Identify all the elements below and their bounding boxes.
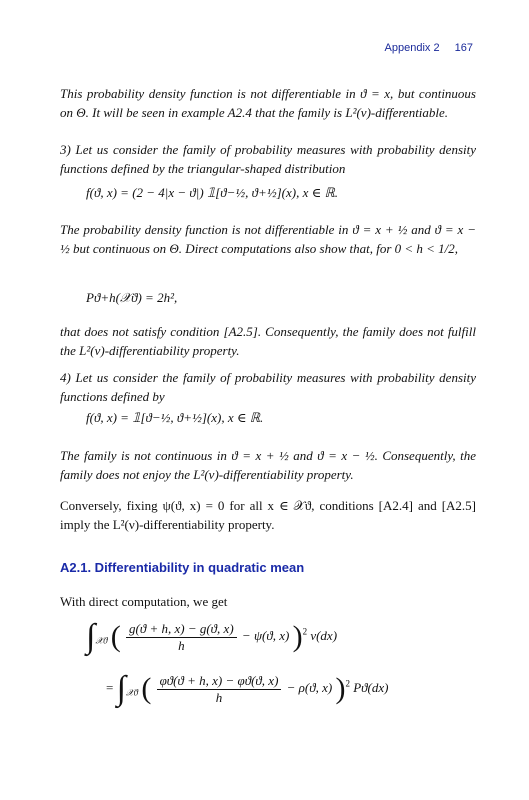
eq5-measure: Pϑ(dx) bbox=[353, 679, 389, 695]
eq5-exponent: 2 bbox=[345, 678, 350, 689]
equation-1: f(ϑ, x) = (2 − 4|x − ϑ|) 𝟙[ϑ−½, ϑ+½](x), x ∈ ℝ. bbox=[86, 185, 339, 200]
paragraph-3: The probability density function is not differentiable in ϑ = x + ½ and ϑ = x − ½ but continuous on Θ. Direct computations also show that, for 0 < h < 1/2, bbox=[60, 222, 476, 256]
paragraph-6: The family is not continuous in ϑ = x + ½ and ϑ = x − ½. Consequently, the family does not enjoy the L²(ν)-differentiability property. bbox=[60, 448, 476, 482]
eq5-tail: − ρ(ϑ, x) bbox=[286, 679, 333, 695]
equation-4: $\int_{𝒳ϑ}$ ( $\frac{g(ϑ + h, x) - g(ϑ, x)}{h}$ − ψ(ϑ, x) )$^2$ ν(dx) bbox=[86, 618, 338, 655]
section-title: A2.1. Differentiability in quadratic mean bbox=[60, 560, 305, 575]
header-section: Appendix 2 bbox=[384, 42, 440, 54]
equation-2: Pϑ+h(𝒳ϑ) = 2h², bbox=[86, 290, 178, 305]
eq4-numerator: g(ϑ + h, x) − g(ϑ, x) bbox=[126, 621, 237, 638]
running-header bbox=[385, 42, 473, 54]
equation-3: f(ϑ, x) = 𝟙[ϑ−½, ϑ+½](x), x ∈ ℝ. bbox=[86, 410, 264, 425]
eq5-domain: 𝒳ϑ bbox=[125, 687, 139, 698]
paragraph-1: This probability density function is not differentiable in ϑ = x, but continuous on Θ. It will be seen in example A2.4 that the family is L²(ν)-differentiable. bbox=[60, 86, 476, 120]
eq4-measure: ν(dx) bbox=[310, 627, 338, 643]
eq5-numerator: φϑ(ϑ + h, x) − φϑ(ϑ, x) bbox=[157, 673, 282, 690]
paragraph-2: 3) Let us consider the family of probability measures with probability density functions defined by the triangular-shaped distribution bbox=[60, 142, 476, 176]
page-number: 167 bbox=[454, 42, 473, 54]
paragraph-8: With direct computation, we get bbox=[60, 594, 228, 609]
eq4-tail: − ψ(ϑ, x) bbox=[241, 627, 290, 643]
eq4-exponent: 2 bbox=[302, 626, 308, 637]
paragraph-7: Conversely, fixing ψ(ϑ, x) = 0 for all x ∈ 𝒳ϑ, conditions [A2.4] and [A2.5] imply the L²(ν)-differentiability property. bbox=[60, 498, 476, 532]
paragraph-4: that does not satisfy condition [A2.5]. Consequently, the family does not fulfill the L²(ν)-differentiability property. bbox=[60, 324, 476, 358]
eq5-denominator: h bbox=[215, 689, 223, 705]
equation-5: = $\int_{𝒳ϑ}$ ( $\frac{\varphi ϑ(ϑ + h, x) - \varphi ϑ(ϑ, x)}{h}$ − ρ(ϑ, x) )$^2$ Pϑ(dx) bbox=[106, 670, 389, 707]
eq4-denominator: h bbox=[178, 637, 185, 653]
paragraph-5: 4) Let us consider the family of probability measures with probability density functions defined by bbox=[60, 370, 476, 404]
eq4-domain: 𝒳ϑ bbox=[95, 635, 108, 646]
